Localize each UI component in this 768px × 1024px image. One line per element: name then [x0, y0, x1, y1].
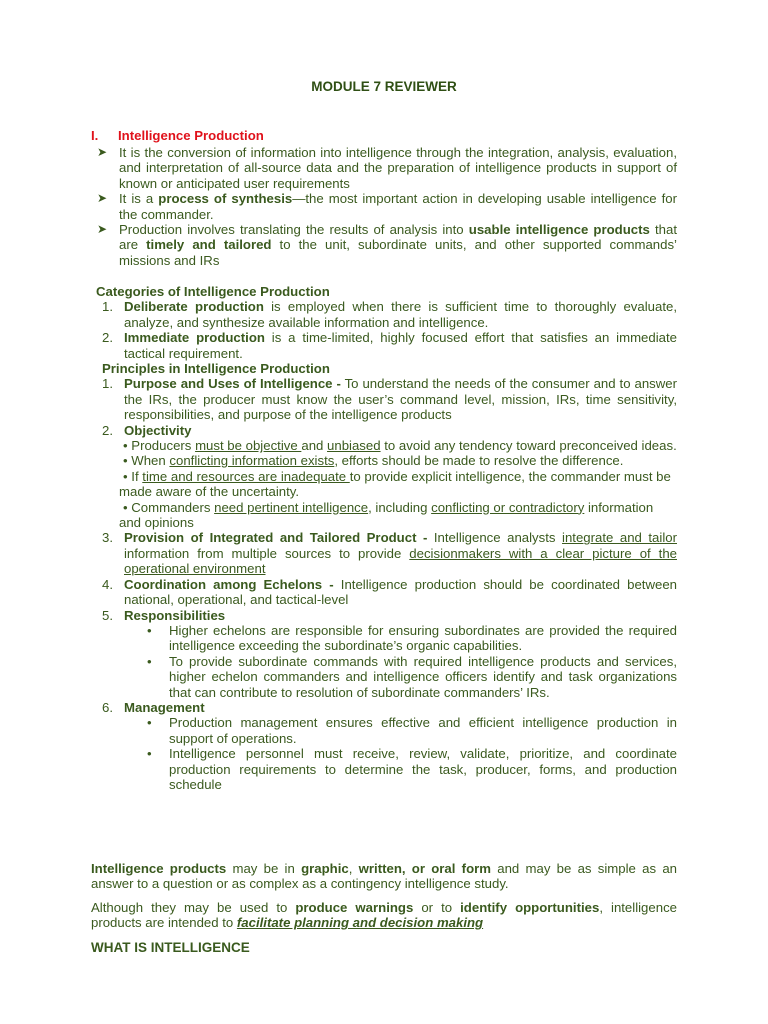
- objectivity-point: • Commanders need pertinent intelligence, including conflicting or contradictory information and opinions: [119, 499, 654, 531]
- paragraph: Although they may be used to produce warnings or to identify opportunities, intelligence products are intended to facilitate planning and decision making: [91, 899, 677, 931]
- responsibility-point: • Higher echelons are responsible for ensuring subordinates are provided the required intelligence exceeding the subordinate’s organic capabilities.: [147, 622, 677, 654]
- intro-bullets: [0, 145, 768, 268]
- dot-bullet-icon: •: [147, 746, 152, 762]
- arrow-bullet-icon: ➤: [97, 222, 108, 237]
- dot-bullet-icon: •: [147, 715, 152, 731]
- objectivity-point: • Producers must be objective and unbiased to avoid any tendency toward preconceived ideas.: [123, 438, 677, 454]
- list-item: 1. Deliberate production is employed when there is sufficient time to thoroughly evaluate, analyze, and synthesize available information and intelligence.: [102, 299, 677, 330]
- section-heading: [91, 128, 264, 143]
- arrow-bullet-icon: ➤: [97, 191, 108, 206]
- principles-section: [0, 361, 768, 792]
- list-item: 3. Provision of Integrated and Tailored Product - Intelligence analysts integrate and tailor information from multiple sources to provide decisionmakers with a clear picture of the operational environment: [102, 530, 677, 577]
- subheading: WHAT IS INTELLIGENCE: [91, 939, 250, 955]
- management-point: • Production management ensures effective and efficient intelligence production in support of operations.: [147, 715, 677, 746]
- page-title: MODULE 7 REVIEWER: [311, 79, 457, 94]
- responsibility-point: • To provide subordinate commands with required intelligence products and services, higher echelon commanders and intelligence officers identify and task organizations that can contribute to resolution of subordinate commanders’ IRs.: [147, 653, 677, 700]
- objectivity-point: • If time and resources are inadequate to provide explicit intelligence, the commander must be made aware of the uncertainty.: [119, 468, 671, 500]
- list-item: 4. Coordination among Echelons - Intelligence production should be coordinated between national, operational, and tactical-level: [102, 576, 677, 608]
- intro-bullet: ➤ It is a process of synthesis—the most important action in developing usable intelligence for the commander.: [97, 191, 677, 222]
- objectivity-point: • When conflicting information exists, efforts should be made to resolve the difference.: [123, 453, 624, 469]
- intro-bullet: ➤ Production involves translating the results of analysis into usable intelligence products that are timely and tailored to the unit, subordinate units, and other supported commands’ missions and IRs: [97, 222, 677, 268]
- section-title: Intelligence Production: [118, 128, 264, 143]
- categories-section: [0, 284, 768, 361]
- dot-bullet-icon: •: [147, 622, 152, 638]
- paragraph: Intelligence products may be in graphic, written, or oral form and may be as simple as an answer to a question or as complex as a contingency intelligence study.: [91, 861, 677, 892]
- intro-bullet: ➤ It is the conversion of information into intelligence through the integration, analysis, evaluation, and interpretation of all-source data and the preparation of intelligence products in support of known or anticipated user requirements: [97, 145, 677, 191]
- list-item: 5. Responsibilities: [102, 607, 226, 623]
- categories-heading: Categories of Intelligence Production: [96, 284, 330, 299]
- arrow-bullet-icon: ➤: [97, 145, 108, 159]
- list-item: 2. Immediate production is a time-limited, highly focused effort that satisfies an immediate tactical requirement.: [102, 330, 677, 361]
- list-item: 6. Management: [102, 699, 205, 715]
- list-item: 2. Objectivity: [102, 422, 192, 438]
- management-point: • Intelligence personnel must receive, review, validate, prioritize, and coordinate production requirements to determine the task, producer, forms, and production schedule: [147, 746, 677, 792]
- section-number: I.: [91, 128, 99, 143]
- dot-bullet-icon: •: [147, 653, 152, 669]
- list-item: 1. Purpose and Uses of Intelligence - To understand the needs of the consumer and to answer the IRs, the producer must know the user’s command level, mission, IRs, time sensitivity, responsibilities, and purpose of the intelligence products: [102, 376, 677, 423]
- principles-heading: Principles in Intelligence Production: [102, 361, 330, 376]
- closing-section: [0, 861, 768, 955]
